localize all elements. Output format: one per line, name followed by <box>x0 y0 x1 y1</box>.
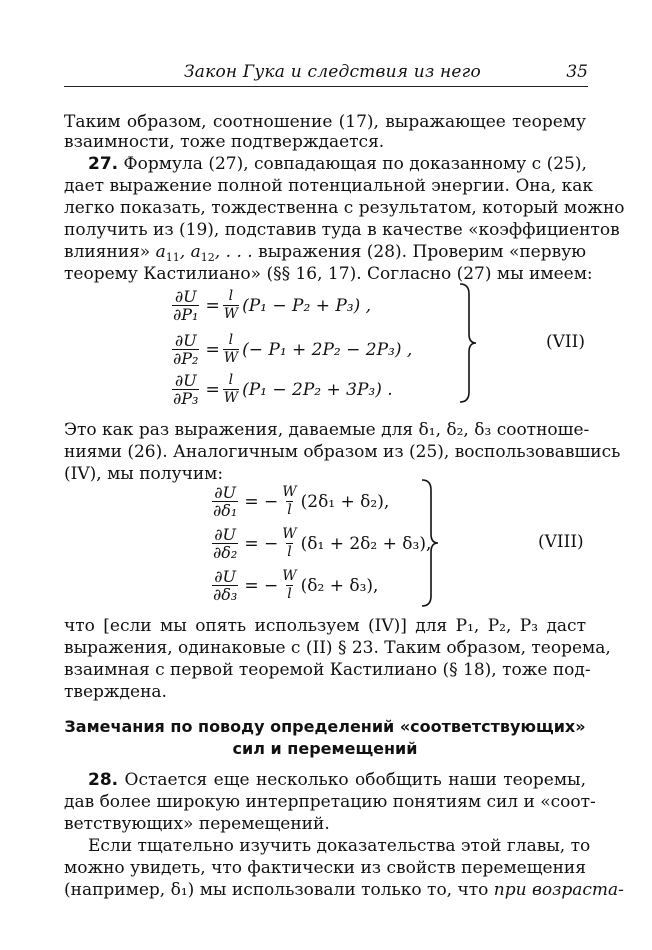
text-line: дав более широкую интерпретацию понятиям сил и «соот- <box>64 792 596 812</box>
derivative-fraction: $\frac{\partial U}{\text{∂P₁}}$ <box>173 287 199 324</box>
text-line: взаимности, тоже подтверждается. <box>64 132 385 152</box>
equation-row: $\frac{\partial U}{\text{∂δ₂}}$ = − $\frac{W}{l}$ (δ₁ + 2δ₂ + δ₃), <box>213 525 432 562</box>
text-line: что [если мы опять используем (IV)] для P₁, P₂, P₃ даст <box>64 616 586 636</box>
coefficient-fraction: $\frac{l}{W}$ <box>223 288 239 322</box>
equation-row: $\frac{\partial U}{\text{∂P₂}}$ = $\frac{l}{W}$ (− P₁ + 2P₂ − 2P₃) , <box>173 331 413 368</box>
italic-text: при возраста- <box>493 880 624 900</box>
page-number: 35 <box>566 62 588 82</box>
text-span: влияния» <box>64 242 151 262</box>
equation-row: $\frac{\partial U}{\text{∂P₁}}$ = $\frac{l}{W}$ (P₁ − P₂ + P₃) , <box>173 287 372 324</box>
coefficient-fraction: $\frac{W}{l}$ <box>282 526 297 560</box>
equation-rhs: (P₁ − 2P₂ + 3P₃) . <box>242 379 393 400</box>
header-title: Закон Гука и следствия из него <box>184 62 481 82</box>
derivative-fraction: $\frac{\partial U}{\text{∂δ₂}}$ <box>213 525 238 562</box>
paragraph-28-first-line <box>88 770 586 790</box>
equation-rhs: (2δ₁ + δ₂), <box>300 491 390 512</box>
equation-row: $\frac{\partial U}{\text{∂δ₁}}$ = − $\frac{W}{l}$ (2δ₁ + δ₂), <box>213 483 390 520</box>
math-coefficients: $a_{11}$, $a_{12}$, . . . <box>155 242 253 264</box>
text-line: (IV), мы получим: <box>64 464 224 484</box>
equation-row: $\frac{\partial U}{\text{∂P₃}}$ = $\frac{l}{W}$ (P₁ − 2P₂ + 3P₃) . <box>173 371 393 408</box>
equation-label: (VIII) <box>538 532 584 552</box>
section-heading: Замечания по поводу определений «соответствующих» <box>64 717 586 736</box>
text-line: выражения, одинаковые с (II) § 23. Таким образом, теорема, <box>64 638 611 658</box>
text-line: Если тщательно изучить доказательства этой главы, то <box>88 836 591 856</box>
coefficient-fraction: $\frac{l}{W}$ <box>223 372 239 406</box>
text-line: теорему Кастилиано» (§§ 16, 17). Согласно (27) мы имеем: <box>64 264 593 284</box>
right-brace <box>456 282 480 404</box>
derivative-fraction: $\frac{\partial U}{\text{∂P₃}}$ <box>173 371 199 408</box>
text-line: Это как раз выражения, даваемые для δ₁, δ₂, δ₃ соотноше- <box>64 420 590 440</box>
coefficient-fraction: $\frac{W}{l}$ <box>282 568 297 602</box>
text-line: ниями (26). Аналогичным образом из (25), воспользовавшись <box>64 442 621 462</box>
running-header <box>64 60 588 87</box>
text-line: Таким образом, соотношение (17), выражающее теорему <box>64 112 586 132</box>
equation-label: (VII) <box>546 332 585 352</box>
coefficient-fraction: $\frac{l}{W}$ <box>223 332 239 366</box>
right-brace <box>418 478 442 608</box>
paragraph-number: 28. <box>88 770 119 790</box>
derivative-fraction: $\frac{\partial U}{\text{∂P₂}}$ <box>173 331 199 368</box>
text-line: взаимная с первой теоремой Кастилиано (§ 18), тоже под- <box>64 660 591 680</box>
derivative-fraction: $\frac{\partial U}{\text{∂δ₁}}$ <box>213 483 238 520</box>
coefficient-fraction: $\frac{W}{l}$ <box>282 484 297 518</box>
text-line: тверждена. <box>64 682 167 702</box>
equation-rhs: (δ₂ + δ₃), <box>300 575 379 596</box>
text-span: Остается еще несколько обобщить наши теоремы, <box>124 770 586 790</box>
text-line: ветствующих» перемещений. <box>64 814 330 834</box>
section-heading: сил и перемещений <box>232 739 418 758</box>
text-line: получить из (19), подставив туда в качестве «коэффициентов <box>64 220 620 240</box>
text-span: (например, δ₁) мы использовали только то, что <box>64 880 489 900</box>
equation-rhs: (P₁ − P₂ + P₃) , <box>242 295 372 316</box>
text-line-with-italic <box>64 880 624 900</box>
text-span: Формула (27), совпадающая по доказанному с (25), <box>123 154 587 174</box>
text-line: дает выражение полной потенциальной энергии. Она, как <box>64 176 593 196</box>
paragraph-number: 27. <box>88 154 119 174</box>
paragraph-27-first-line <box>88 154 586 174</box>
equation-row: $\frac{\partial U}{\text{∂δ₃}}$ = − $\frac{W}{l}$ (δ₂ + δ₃), <box>213 567 379 604</box>
equation-rhs: (− P₁ + 2P₂ − 2P₃) , <box>242 339 413 360</box>
text-line: можно увидеть, что фактически из свойств перемещения <box>64 858 586 878</box>
text-span: выражения (28). Проверим «первую <box>258 242 587 262</box>
equation-rhs: (δ₁ + 2δ₂ + δ₃), <box>300 533 432 554</box>
text-line: легко показать, тождественна с результатом, который можно <box>64 198 625 218</box>
derivative-fraction: $\frac{\partial U}{\text{∂δ₃}}$ <box>213 567 238 604</box>
